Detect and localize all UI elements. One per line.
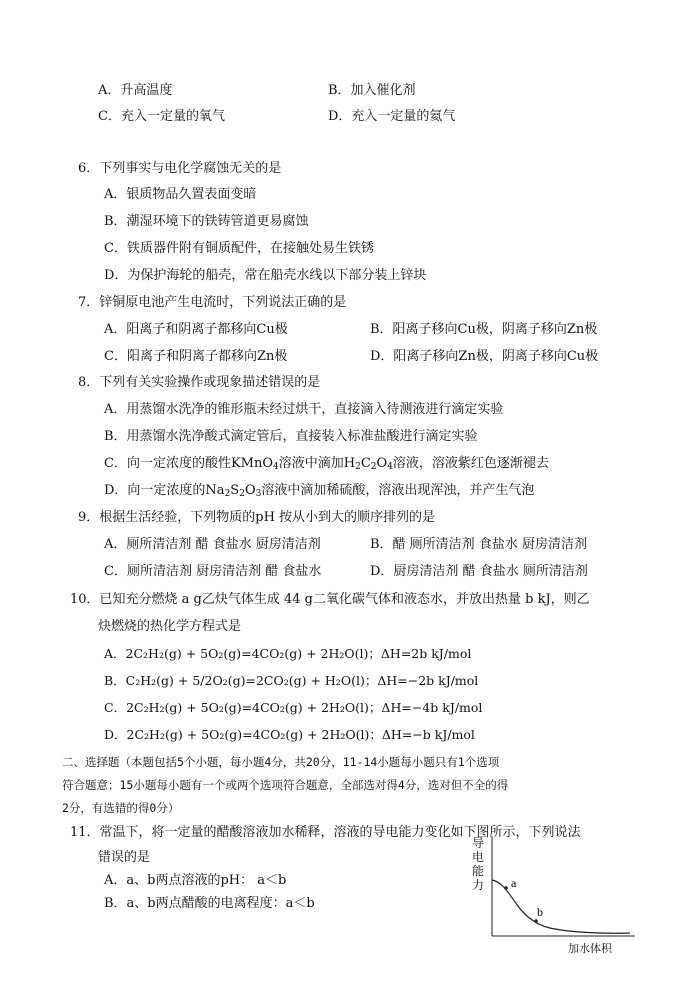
q8-option-a: A．用蒸馏水洗净的锥形瓶未经过烘干，直接滴入待测液进行滴定实验 — [104, 402, 504, 417]
q8-option-d: D．向一定浓度的$Na_2S_2O_3$溶液中滴加稀硫酸，溶液出现浑浊，并产生气泡 — [104, 483, 535, 499]
q9-option-c: C．厕所清洁剂 厨房清洁剂 醋 食盐水 — [104, 564, 322, 579]
q7-stem: 7．锌铜原电池产生电流时，下列说法正确的是 — [78, 295, 347, 310]
q5-option-a: A．升高温度 — [98, 83, 173, 98]
conductivity-graph — [470, 832, 640, 972]
q10-option-a: A．2C₂H₂(g) + 5O₂(g)=4CO₂(g) + 2H₂O(l)；ΔH=2b kJ/mol — [104, 646, 472, 661]
q6-option-a: A．银质物品久置表面变暗 — [104, 187, 257, 202]
section2-line1: 二、选择题（本题包括5个小题，每小题4分，共20分，11-14小题每小题只有1个选项 — [62, 755, 500, 769]
q5-option-d: D．充入一定量的氦气 — [328, 109, 456, 124]
q6-stem: 6．下列事实与电化学腐蚀无关的是 — [78, 161, 282, 176]
x-axis-label: 加水体积 — [568, 942, 612, 955]
q5-option-b: B．加入催化剂 — [328, 83, 416, 98]
q7-option-b: B．阳离子移向Cu极，阴离子移向Zn极 — [370, 322, 598, 337]
y-label-char-4: 力 — [472, 878, 485, 892]
q10-stem-line2: 炔燃烧的热化学方程式是 — [98, 619, 242, 634]
q9-option-d: D．厨房清洁剂 醋 食盐水 厕所清洁剂 — [370, 564, 588, 579]
y-label-char-1: 导 — [472, 836, 485, 850]
section2-line2: 符合题意；15小题每小题有一个或两个选项符合题意，全部选对得4分，选对但不全的得 — [62, 778, 509, 792]
q6-option-b: B．潮湿环境下的铁铸管道更易腐蚀 — [104, 214, 309, 229]
q6-option-c: C．铁质器件附有铜质配件，在接触处易生铁锈 — [104, 241, 374, 256]
point-a-label: a — [511, 876, 517, 890]
point-b — [534, 919, 538, 923]
q7-option-c: C．阳离子和阴离子都移向Zn极 — [104, 349, 288, 364]
q9-option-b: B．醋 厕所清洁剂 食盐水 厨房清洁剂 — [370, 537, 587, 552]
q10-stem-line1: 10．已知充分燃烧 a g乙炔气体生成 44 g二氧化碳气体和液态水，并放出热量 b kJ，则乙 — [70, 592, 590, 607]
y-label-char-3: 能 — [472, 864, 485, 878]
q10-option-b: B．C₂H₂(g) + 5/2O₂(g)=2CO₂(g) + H₂O(l)；ΔH=−2b kJ/mol — [104, 673, 479, 688]
q10-option-d: D．2C₂H₂(g) + 5O₂(g)=4CO₂(g) + 2H₂O(l)；ΔH=−b kJ/mol — [104, 727, 475, 742]
q9-option-a: A．厕所清洁剂 醋 食盐水 厨房清洁剂 — [104, 537, 321, 552]
section2-line3: 2分，有选错的得0分） — [62, 801, 180, 815]
q8-option-c: C．向一定浓度的酸性KMnO$_4$溶液中滴加$H_2C_2O_4$溶液，溶液紫红色逐渐褪去 — [104, 456, 549, 472]
q7-option-d: D．阳离子移向Zn极，阴离子移向Cu极 — [370, 349, 599, 364]
q11-stem-line2: 错误的是 — [98, 850, 151, 865]
q7-option-a: A．阳离子和阴离子都移向Cu极 — [104, 322, 288, 337]
y-label-char-2: 电 — [472, 850, 485, 864]
q11-option-b: B．a、b两点醋酸的电离程度：a＜b — [104, 896, 315, 911]
q8-stem: 8．下列有关实验操作或现象描述错误的是 — [78, 375, 321, 390]
q8-option-b: B．用蒸馏水洗净酸式滴定管后，直接装入标准盐酸进行滴定实验 — [104, 429, 478, 444]
conductivity-figure — [470, 832, 640, 972]
point-a — [504, 886, 508, 890]
q11-stem-line1: 11．常温下，将一定量的醋酸溶液加水稀释，溶液的导电能力变化如下图所示，下列说法 — [70, 825, 581, 840]
q11-option-a: A．a、b两点溶液的pH： a＜b — [104, 873, 287, 888]
q10-option-c: C．2C₂H₂(g) + 5O₂(g)=4CO₂(g) + 2H₂O(l)；ΔH=−4b kJ/mol — [104, 700, 483, 715]
q6-option-d: D．为保护海轮的船壳，常在船壳水线以下部分装上锌块 — [104, 268, 427, 283]
q9-stem: 9．根据生活经验，下列物质的pH 按从小到大的顺序排列的是 — [78, 510, 436, 525]
q5-option-c: C．充入一定量的氧气 — [98, 109, 225, 124]
point-b-label: b — [537, 905, 543, 919]
